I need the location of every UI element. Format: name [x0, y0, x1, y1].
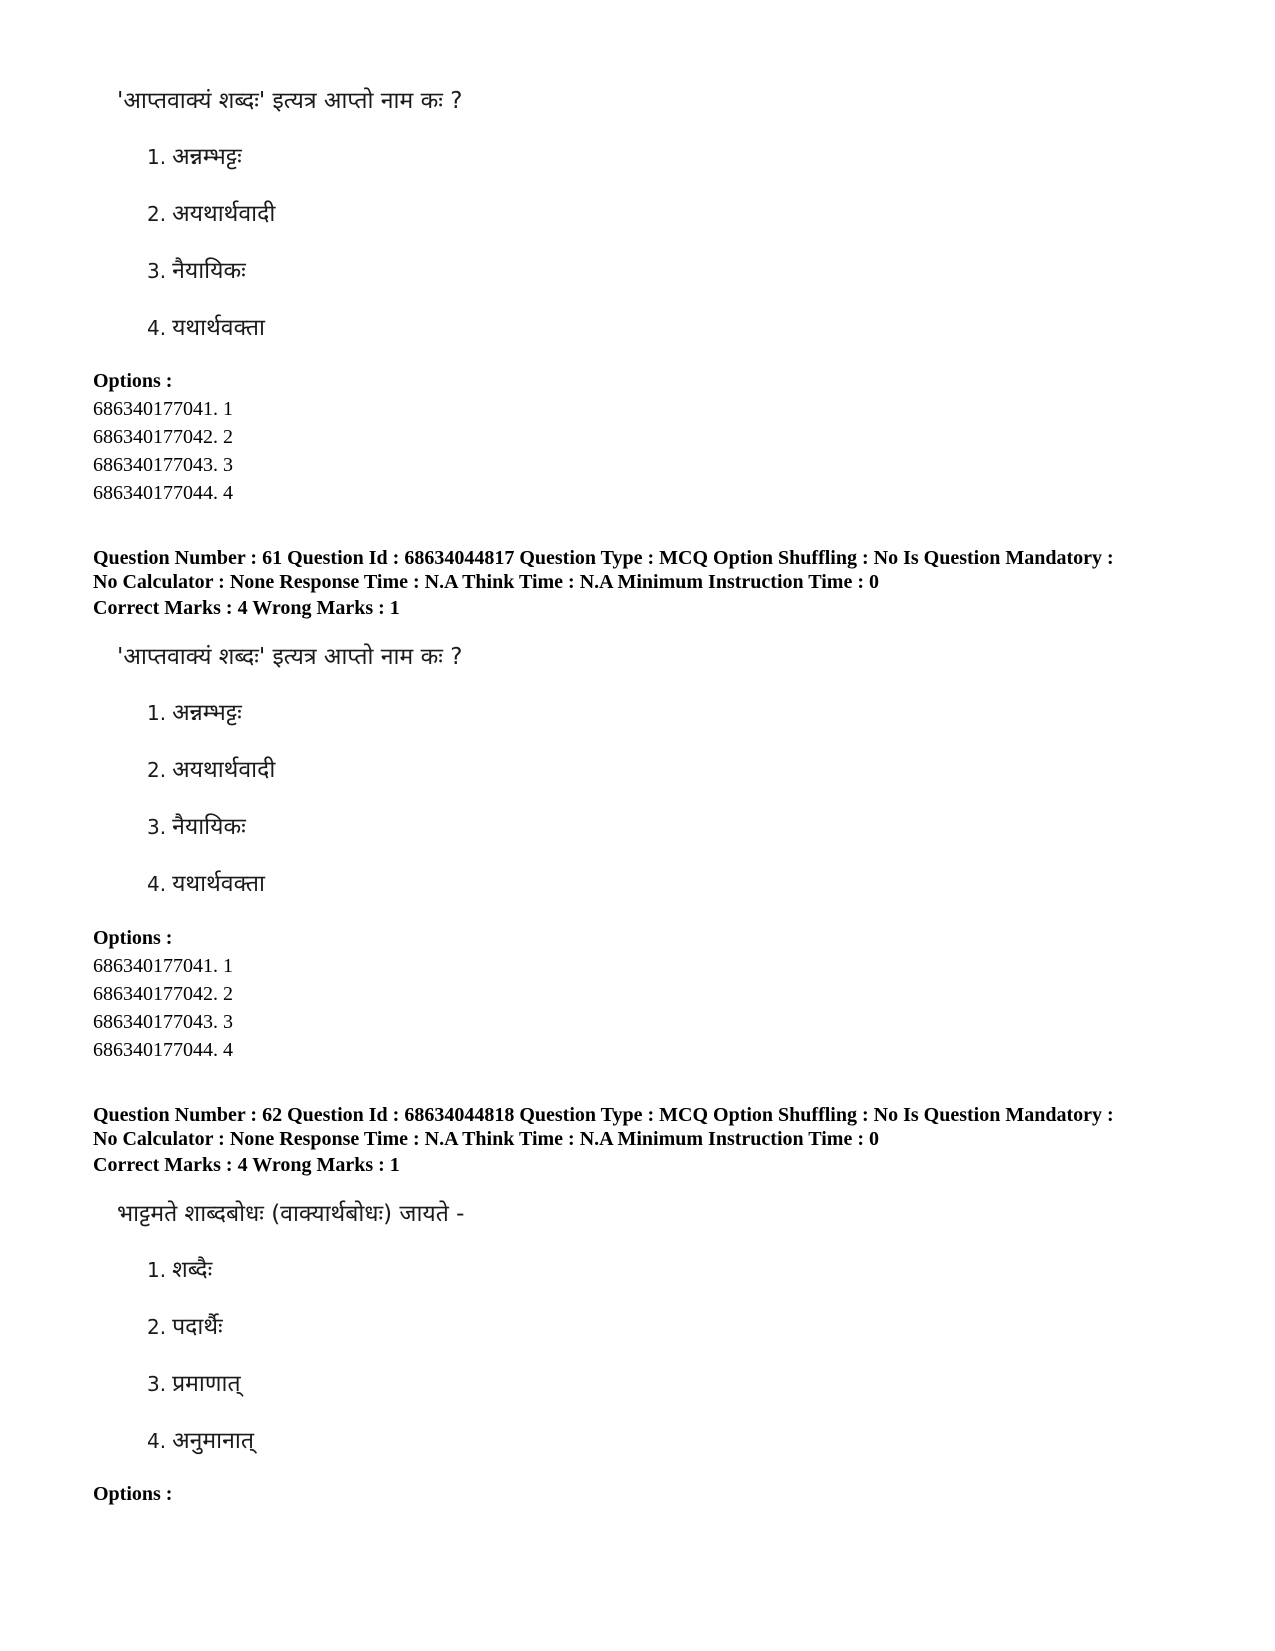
option-number: 1. [147, 145, 167, 169]
option-id-line: 686340177044. 4 [93, 482, 233, 504]
option-number: 3. [147, 1372, 167, 1396]
question-option [147, 812, 246, 842]
question-stem: भाट्टमते शाब्दबोधः (वाक्यार्थबोधः) जायते - [117, 1201, 465, 1227]
option-number: 2. [147, 202, 167, 226]
option-number: 3. [147, 259, 167, 283]
option-text: अयथार्थवादी [172, 757, 276, 783]
option-text: अनुमानात् [172, 1428, 254, 1454]
marks-line: Correct Marks : 4 Wrong Marks : 1 [93, 597, 400, 619]
options-label: Options : [93, 927, 173, 949]
question-option [147, 698, 242, 728]
question-option [147, 755, 275, 785]
option-text: पदार्थैः [172, 1314, 223, 1340]
question-option [147, 142, 242, 172]
question-stem: 'आप्तवाक्यं शब्दः' इत्यत्र आप्तो नाम कः ? [117, 88, 463, 114]
option-text: अयथार्थवादी [172, 201, 276, 227]
option-text: यथार्थवक्ता [172, 871, 265, 897]
question-option [147, 313, 265, 343]
question-option [147, 256, 246, 286]
option-text: शब्दैः [172, 1257, 213, 1283]
option-number: 4. [147, 1429, 167, 1453]
option-number: 1. [147, 1258, 167, 1282]
question-metadata [93, 1103, 1203, 1151]
question-option [147, 1369, 241, 1399]
metadata-line: No Calculator : None Response Time : N.A Think Time : N.A Minimum Instruction Time : 0 [93, 1128, 879, 1150]
option-text: नैयायिकः [172, 258, 246, 284]
options-label: Options : [93, 370, 173, 392]
option-text: यथार्थवक्ता [172, 315, 265, 341]
option-id-line: 686340177042. 2 [93, 426, 233, 448]
option-number: 2. [147, 1315, 167, 1339]
question-option [147, 199, 275, 229]
option-text: अन्नम्भट्टः [172, 144, 242, 170]
option-number: 1. [147, 701, 167, 725]
marks-line: Correct Marks : 4 Wrong Marks : 1 [93, 1154, 400, 1176]
metadata-line: Question Number : 62 Question Id : 68634044818 Question Type : MCQ Option Shuffling : No Is Question Mandatory : [93, 1104, 1114, 1126]
option-number: 4. [147, 316, 167, 340]
option-id-line: 686340177043. 3 [93, 1011, 233, 1033]
option-id-line: 686340177044. 4 [93, 1039, 233, 1061]
metadata-line: Question Number : 61 Question Id : 68634044817 Question Type : MCQ Option Shuffling : No Is Question Mandatory : [93, 547, 1114, 569]
question-option [147, 1312, 223, 1342]
option-id-line: 686340177041. 1 [93, 955, 233, 977]
option-number: 3. [147, 815, 167, 839]
options-label: Options : [93, 1483, 173, 1505]
option-text: प्रमाणात् [172, 1371, 241, 1397]
question-metadata [93, 546, 1203, 594]
option-text: नैयायिकः [172, 814, 246, 840]
option-id-line: 686340177041. 1 [93, 398, 233, 420]
option-id-line: 686340177043. 3 [93, 454, 233, 476]
question-stem: 'आप्तवाक्यं शब्दः' इत्यत्र आप्तो नाम कः ? [117, 644, 463, 670]
option-id-line: 686340177042. 2 [93, 983, 233, 1005]
option-number: 4. [147, 872, 167, 896]
question-option [147, 869, 265, 899]
option-text: अन्नम्भट्टः [172, 700, 242, 726]
option-number: 2. [147, 758, 167, 782]
question-option [147, 1255, 212, 1285]
metadata-line: No Calculator : None Response Time : N.A Think Time : N.A Minimum Instruction Time : 0 [93, 571, 879, 593]
question-option [147, 1426, 254, 1456]
